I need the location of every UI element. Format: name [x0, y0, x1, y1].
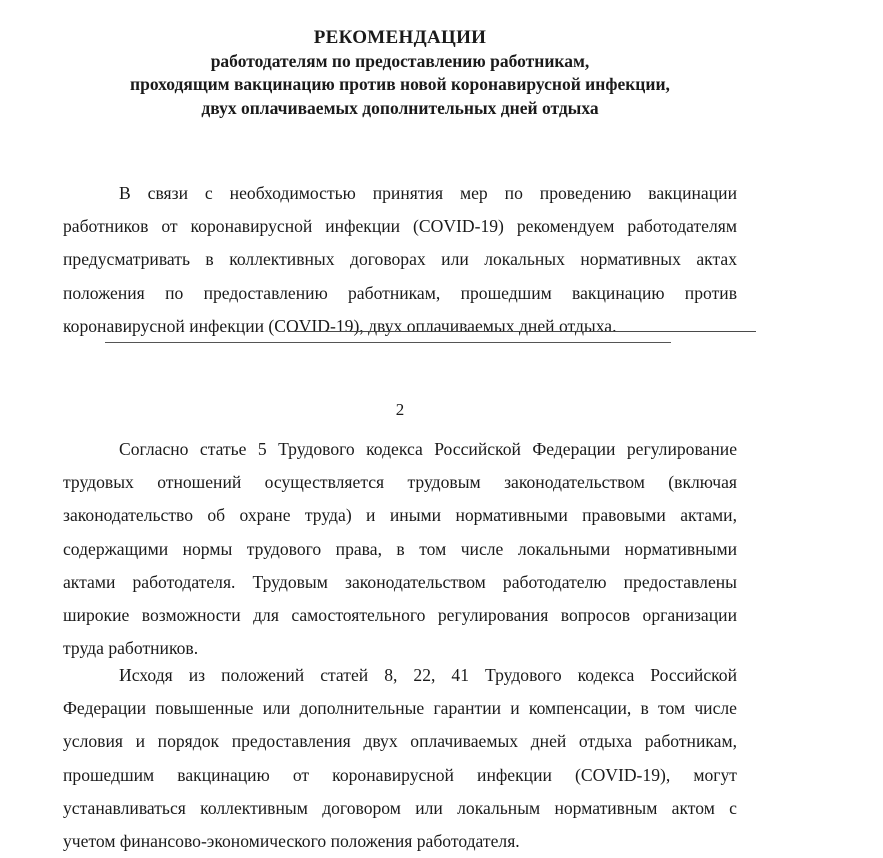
- title-line-2: проходящим вакцинацию против новой коронавирусной инфекции,: [130, 74, 670, 94]
- paragraph-line: Федерации повышенные или дополнительные гарантии и компенсации, в том числе: [63, 698, 737, 719]
- page-break-line: [288, 331, 756, 332]
- paragraph-line: устанавливаться коллективным договором или локальным нормативным актом с: [63, 797, 737, 818]
- paragraph-line: условия и порядок предоставления двух оплачиваемых дней отдыха работникам,: [63, 731, 737, 752]
- paragraph-line: трудовых отношений осуществляется трудовым законодательством (включая: [63, 472, 737, 493]
- paragraph-articles-8-22-41: [63, 659, 737, 858]
- paragraph-line: актами работодателя. Трудовым законодательством работодателю предоставлены: [63, 571, 737, 592]
- paragraph-line: содержащими нормы трудового права, в том числе локальными нормативными: [63, 538, 737, 559]
- title-heading: РЕКОМЕНДАЦИИ: [313, 27, 487, 48]
- paragraph-line: коронавирусной инфекции (COVID-19), двух оплачиваемых дней отдыха.: [63, 315, 617, 336]
- paragraph-line: В связи с необходимостью принятия мер по проведению вакцинации: [119, 183, 737, 203]
- paragraph-article-5: [63, 433, 737, 665]
- paragraph-line: прошедшим вакцинацию от коронавирусной инфекции (COVID-19), могут: [63, 764, 737, 785]
- paragraph-line: законодательство об охране труда) и иными нормативными правовыми актами,: [63, 505, 737, 526]
- paragraph-line: Согласно статье 5 Трудового кодекса Российской Федерации регулирование: [119, 439, 737, 459]
- paragraph-line: труда работников.: [63, 638, 199, 659]
- paragraph-intro: [63, 177, 737, 343]
- page-number: 2: [395, 400, 405, 419]
- paragraph-line: учетом финансово-экономического положения работодателя.: [63, 831, 520, 852]
- paragraph-line: предусматривать в коллективных договорах или локальных нормативных актах: [63, 249, 737, 270]
- paragraph-line: широкие возможности для самостоятельного регулирования вопросов организации: [63, 605, 737, 626]
- paragraph-line: Исходя из положений статей 8, 22, 41 Трудового кодекса Российской: [119, 665, 737, 685]
- page-break-line: [105, 342, 671, 343]
- title-line-3: двух оплачиваемых дополнительных дней отдыха: [201, 97, 599, 118]
- paragraph-line: работников от коронавирусной инфекции (COVID-19) рекомендуем работодателям: [63, 216, 737, 237]
- paragraph-line: положения по предоставлению работникам, прошедшим вакцинацию против: [63, 282, 737, 303]
- document-title: [0, 26, 800, 120]
- title-line-1: работодателям по предоставлению работникам,: [210, 50, 590, 71]
